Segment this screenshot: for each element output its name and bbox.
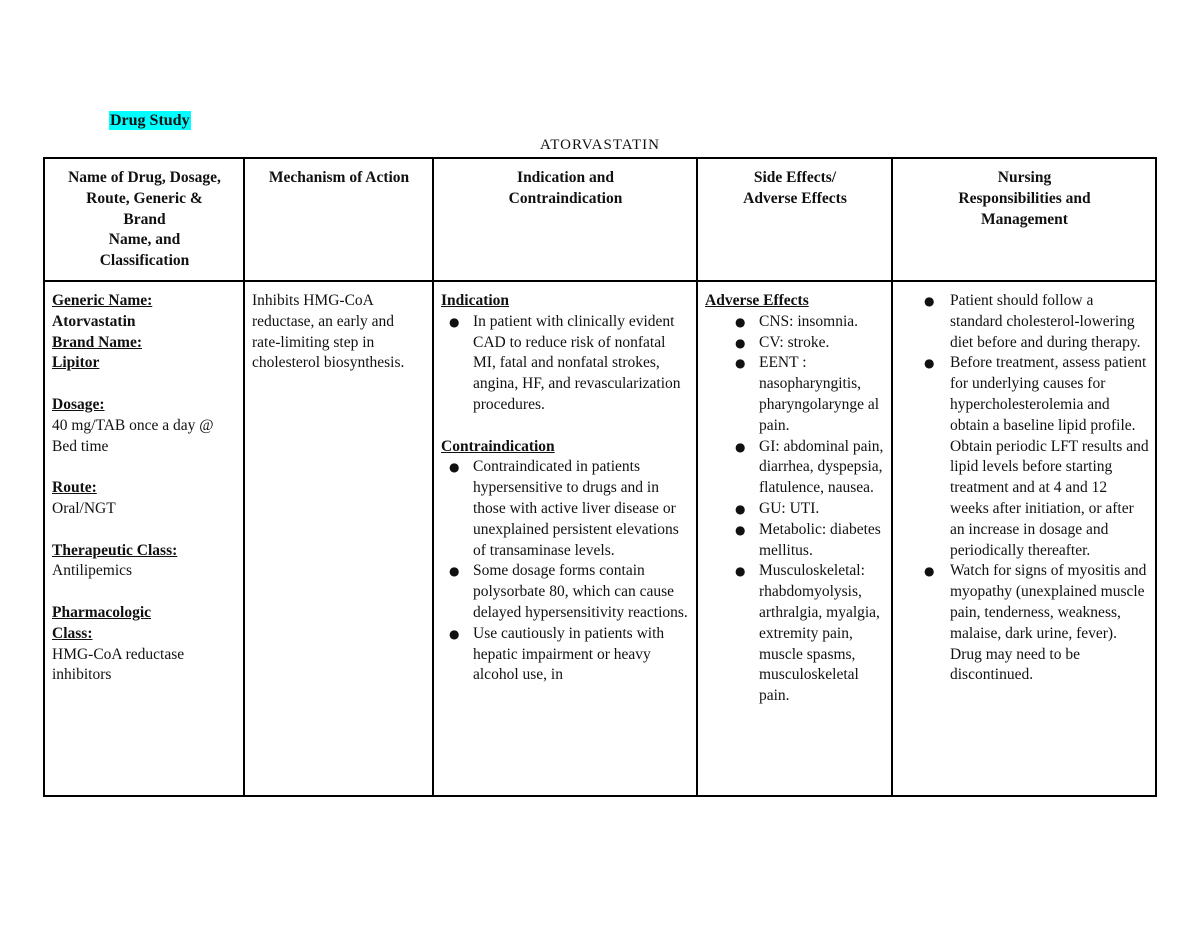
indication-heading: Indication <box>441 292 510 309</box>
list-item: ● GI: abdominal pain, diarrhea, dyspepsia, flatulence, nausea. <box>759 437 885 499</box>
brand-name-value: Lipitor <box>52 354 100 372</box>
list-item: ● Patient should follow a standard cholesterol-lowering diet before and during therapy. <box>950 291 1149 353</box>
list-item: ● In patient with clinically evident CAD to reduce risk of nonfatal MI, fatal and nonfatal strokes, angina, HF, and revascularization procedures. <box>473 312 690 416</box>
adverse-effects-list <box>705 312 885 707</box>
header-cell-side-effects: Side Effects/ Adverse Effects <box>697 158 892 281</box>
pharmacologic-class-value: HMG-CoA reductase inhibitors <box>52 645 185 684</box>
document-title: ATORVASTATIN <box>540 137 660 153</box>
generic-name-value: Atorvastatin <box>52 312 136 330</box>
brand-name-label: Brand Name: <box>52 333 142 351</box>
dosage-value: 40 mg/TAB once a day @ Bed time <box>52 416 214 455</box>
header-cell-mechanism: Mechanism of Action <box>244 158 433 281</box>
contraindication-list <box>441 457 690 686</box>
list-item: ● CV: stroke. <box>759 333 885 354</box>
table-header-row <box>44 158 1156 281</box>
adverse-effects-heading: Adverse Effects <box>705 292 809 309</box>
route-label: Route: <box>52 479 97 497</box>
list-item: ● Watch for signs of myositis and myopathy (unexplained muscle pain, tenderness, weakness, malaise, dark urine, fever). Drug may need to be discontinued. <box>950 561 1149 686</box>
generic-name-label: Generic Name: <box>52 292 153 309</box>
list-item: ● EENT : nasopharyngitis, pharyngolarynge al pain. <box>759 353 885 436</box>
list-item: ● Musculoskeletal: rhabdomyolysis, arthralgia, myalgia, extremity pain, muscle spasms, musculoskeletal pain. <box>759 561 885 707</box>
table-row <box>44 281 1156 796</box>
nursing-list <box>900 291 1149 686</box>
dosage-label: Dosage: <box>52 395 105 413</box>
list-item: ● CNS: insomnia. <box>759 312 885 333</box>
drug-study-table <box>43 157 1157 797</box>
header-cell-nursing: Nursing Responsibilities and Management <box>892 158 1156 281</box>
drug-info-cell <box>44 281 244 796</box>
nursing-cell <box>892 281 1156 796</box>
pharmacologic-class-label: Pharmacologic Class: <box>52 603 152 642</box>
therapeutic-class-value: Antilipemics <box>52 562 133 580</box>
header-cell-drug-name: Name of Drug, Dosage, Route, Generic & Brand Name, and Classification <box>44 158 244 281</box>
adverse-effects-cell <box>697 281 892 796</box>
list-item: ● Use cautiously in patients with hepatic impairment or heavy alcohol use, in <box>473 624 690 686</box>
header-cell-indication: Indication and Contraindication <box>433 158 697 281</box>
list-item: ● GU: UTI. <box>759 499 885 520</box>
therapeutic-class-label: Therapeutic Class: <box>52 541 178 559</box>
list-item: ● Metabolic: diabetes mellitus. <box>759 520 885 562</box>
list-item: ● Contraindicated in patients hypersensitive to drugs and in those with active liver disease or unexplained persistent elevations of transaminase levels. <box>473 457 690 561</box>
list-item: ● Some dosage forms contain polysorbate 80, which can cause delayed hypersensitivity reactions. <box>473 561 690 623</box>
mechanism-text: Inhibits HMG-CoA reductase, an early and rate-limiting step in cholesterol biosynthesis. <box>252 292 405 372</box>
contraindication-heading: Contraindication <box>441 437 555 455</box>
mechanism-cell <box>244 281 433 796</box>
route-value: Oral/NGT <box>52 499 116 517</box>
indication-list <box>441 312 690 416</box>
list-item: ● Before treatment, assess patient for underlying causes for hypercholesterolemia and obtain a baseline lipid profile. Obtain periodic LFT results and lipid levels before starting treatment and at 4 and 12 weeks after initiation, or after an increase in dosage and periodically thereafter. <box>950 353 1149 561</box>
indication-cell <box>433 281 697 796</box>
document-label: Drug Study <box>110 112 190 129</box>
